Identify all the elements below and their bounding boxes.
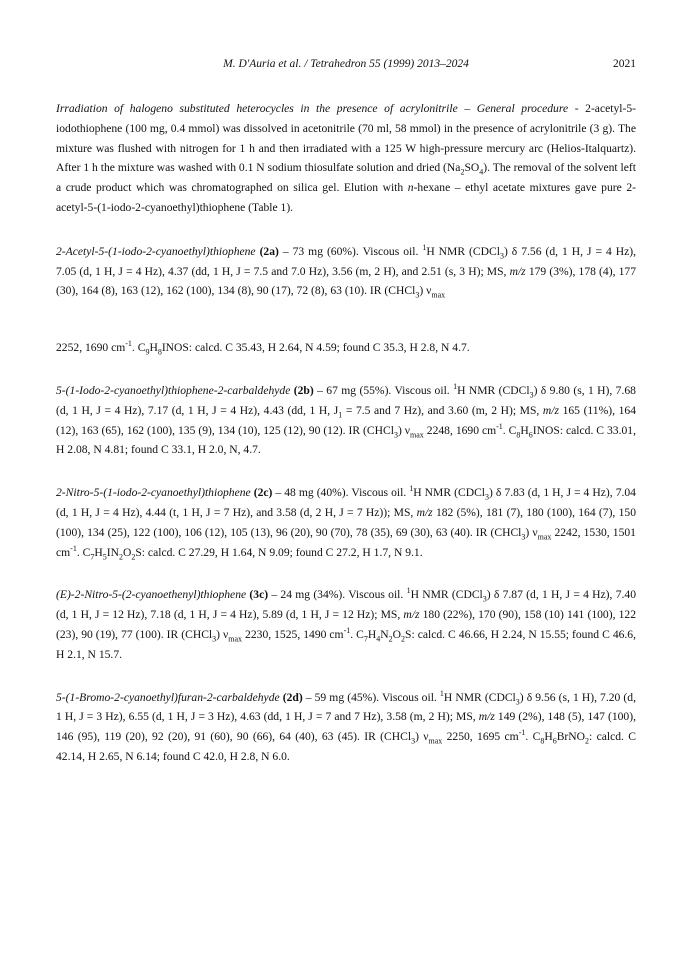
text-run: ) ν — [415, 730, 429, 744]
text-run: H NMR (CDCl — [413, 486, 486, 500]
text-run: . C — [502, 423, 517, 437]
text-run: 7 — [363, 634, 368, 644]
text-run: max — [537, 532, 552, 542]
text-run: -1 — [518, 728, 526, 738]
text-run: max — [228, 634, 243, 644]
text-run: max — [431, 290, 446, 300]
text-run: 5-(1-Iodo-2-cyanoethyl)thiophene-2-carbaldehyde — [56, 383, 291, 397]
text-run: S: calcd. C 46.66, H 2.24, N 15.55; found C 46.6, H 2.1, N 15.7. — [56, 627, 637, 661]
text-run: 1 — [439, 688, 444, 698]
text-run: 2-Nitro-5-(1-iodo-2-cyanoethyl)thiophene — [56, 486, 251, 500]
text-run: 3 — [393, 429, 398, 439]
text-run: SO — [464, 161, 480, 175]
text-run: 3 — [482, 594, 487, 604]
text-run: O — [122, 545, 132, 559]
text-run: H NMR (CDCl — [443, 690, 516, 704]
text-run: 165 (11%), 164 (12), 163 (65), 162 (100), 135 (9), 134 (10), 125 (12), 90 (12). IR (CHCl — [56, 403, 636, 437]
text-run: - 2-acetyl-5-iodothiophene (100 mg, 0.4 mmol) was dissolved in acetonitrile (70 ml, 58 mmol) in the presence of acrylonitrile (3 g). The mixture was flushed with nitrogen for 1 h and then irradiated with a 125 W high-pressure mercury arc (Helios-Italquartz). After 1 h the mixture was washed with 0.1 N sodium thiosulfate solution and dried (Na — [56, 102, 636, 175]
text-run: max — [428, 736, 443, 746]
text-run: max — [410, 429, 424, 439]
text-run: : calcd. C 42.14, H 2.65, N 6.14; found C 42.0, H 2.8, N 6.0. — [56, 730, 636, 763]
text-run: n — [407, 181, 414, 195]
text-run: . C — [525, 730, 541, 744]
paragraph-compound-2a — [56, 242, 636, 301]
paragraph-compound-2c — [56, 483, 636, 562]
text-run: 3 — [411, 736, 416, 746]
text-run: (2b) — [293, 383, 314, 397]
text-run: (E)-2-Nitro-5-(2-cyanoethenyl)thiophene — [56, 588, 247, 602]
text-run: 2252, 1690 cm — [56, 341, 126, 355]
text-run: 3 — [499, 251, 504, 261]
text-run: 2 — [401, 634, 406, 644]
text-run: S: calcd. C 27.29, H 1.64, N 9.09; found C 27.2, H 1.7, N 9.1. — [135, 545, 423, 559]
text-run: 2 — [585, 736, 590, 746]
text-run: 2250, 1695 cm — [442, 730, 519, 744]
text-run: H — [544, 730, 553, 744]
text-run: (2a) — [259, 244, 279, 258]
text-run: -hexane – ethyl acetate mixtures gave pure 2-acetyl-5-(1-iodo-2-cyanoethyl)thiophene (Table 1). — [56, 181, 636, 214]
text-run: 3 — [515, 696, 520, 706]
text-run: H NMR (CDCl — [410, 588, 483, 602]
text-run: 2 — [460, 167, 465, 177]
text-run: ) δ 9.56 (s, 1 H), 7.20 (d, 1 H, J = 3 Hz), 6.55 (d, 1 H, J = 3 Hz), 4.63 (dd, 1 H, J = 7 and 7 Hz), 3.58 (m, 2 H); MS, — [56, 690, 636, 724]
text-run: IN — [106, 545, 119, 559]
text-run: H — [149, 341, 158, 355]
text-run: 2-Acetyl-5-(1-iodo-2-cyanoethyl)thiophene — [56, 244, 256, 258]
text-run: BrNO — [556, 730, 586, 744]
text-run: m/z — [403, 608, 420, 622]
text-run: 1 — [338, 410, 343, 420]
text-run: 6 — [552, 736, 557, 746]
paragraph-compound-2d — [56, 688, 636, 767]
text-run: . C — [131, 341, 146, 355]
paragraph-compound-2a-continued — [56, 338, 636, 358]
text-run: H — [520, 423, 529, 437]
text-run: – 73 mg (60%). Viscous oil. — [278, 244, 423, 258]
text-run: 3 — [415, 290, 420, 300]
text-run: (2d) — [282, 690, 303, 704]
text-run: m/z — [542, 403, 559, 417]
text-run: ) δ 7.56 (d, 1 H, J = 4 Hz), 7.05 (d, 1 H, J = 4 Hz), 4.37 (dd, 1 H, J = 7.5 and 7.0 Hz), 3.56 (m, 2 H), and 2.51 (s, 3 H); MS, — [56, 244, 636, 278]
text-run: – 48 mg (40%). Viscous oil. — [272, 486, 410, 500]
text-run: -1 — [70, 543, 77, 553]
text-run: Irradiation of halogeno substituted heterocycles in the presence of acrylonitrile – General procedure — [56, 102, 569, 115]
text-run: – 67 mg (55%). Viscous oil. — [313, 383, 454, 397]
text-run: 4 — [479, 167, 484, 177]
text-run: m/z — [416, 505, 433, 519]
text-run: INOS: calcd. C 35.43, H 2.64, N 4.59; found C 35.3, H 2.8, N 4.7. — [161, 341, 470, 355]
text-run: 2 — [388, 634, 393, 644]
text-run: 4 — [376, 634, 381, 644]
text-run: . C — [76, 545, 91, 559]
text-run: m/z — [509, 264, 526, 278]
text-run: ) ν — [525, 525, 538, 539]
text-run: m/z — [478, 710, 495, 724]
text-run: 1 — [406, 586, 411, 596]
text-run: 2 — [131, 551, 136, 561]
text-run: = 7.5 and 7 Hz), and 3.60 (m, 2 H); MS, — [342, 403, 543, 417]
text-run: -1 — [343, 626, 351, 636]
text-run: – 24 mg (34%). Viscous oil. — [268, 588, 407, 602]
text-run: 1 — [453, 382, 458, 392]
text-run: ) ν — [216, 627, 229, 641]
text-run: 2248, 1690 cm — [423, 423, 497, 437]
text-run: – 59 mg (45%). Viscous oil. — [302, 690, 440, 704]
page-number: 2021 — [613, 58, 636, 70]
text-run: 3 — [521, 532, 526, 542]
text-run: ) δ 7.83 (d, 1 H, J = 4 Hz), 7.04 (d, 1 H, J = 4 Hz), 4.44 (t, 1 H, J = 7 Hz), and 3.58 (d, 2 H, J = 7 Hz)); MS, — [56, 486, 636, 519]
text-run: (2c) — [253, 486, 273, 500]
paragraph-general-procedure — [56, 99, 636, 218]
text-run: H NMR (CDCl — [457, 383, 530, 397]
text-run: INOS: calcd. C 33.01, H 2.08, N 4.81; found C 33.1, H 2.0, N, 4.7. — [56, 423, 636, 457]
text-run: (3c) — [249, 588, 269, 602]
text-run: 5 — [102, 551, 107, 561]
text-run: 2242, 1530, 1501 cm — [56, 525, 636, 559]
text-run: ) ν — [419, 284, 432, 298]
text-run: 8 — [540, 736, 545, 746]
text-run: 2 — [118, 551, 123, 561]
page-header — [56, 58, 636, 74]
text-run: 3 — [485, 492, 490, 502]
text-run: 2230, 1525, 1490 cm — [242, 627, 344, 641]
paragraph-compound-2b — [56, 381, 636, 460]
text-run: H — [367, 627, 377, 641]
text-run: 179 (3%), 178 (4), 177 (30), 164 (8), 163 (12), 162 (100), 134 (8), 90 (17), 72 (8), 63 (10). IR (CHCl — [56, 264, 636, 298]
text-run: ) ν — [397, 423, 411, 437]
text-run: 180 (22%), 170 (90), 158 (10) 141 (100), 122 (23), 90 (19), 77 (100). IR (CHCl — [56, 608, 636, 641]
text-run: 182 (5%), 181 (7), 180 (100), 164 (7), 150 (100), 134 (25), 122 (100), 106 (12), 105 (13), 96 (20), 90 (70), 78 (35), 69 (30), 63 (40). IR (CHCl — [56, 505, 636, 539]
text-run: 1 — [409, 484, 414, 494]
text-run: ). The removal of the solvent left a crude product which was chromatographed on silica gel. Elution with — [56, 161, 637, 195]
running-head: M. D'Auria et al. / Tetrahedron 55 (1999) 2013–2024 — [223, 58, 469, 70]
text-run: 9 — [145, 347, 150, 357]
text-run: 8 — [516, 429, 521, 439]
paragraph-compound-3c — [56, 585, 636, 664]
text-run: 8 — [157, 347, 162, 357]
text-run: H NMR (CDCl — [426, 244, 500, 258]
text-run: 1 — [422, 242, 427, 252]
text-run: -1 — [496, 421, 503, 431]
text-run: 5-(1-Bromo-2-cyanoethyl)furan-2-carbaldehyde — [56, 690, 280, 704]
experimental-section — [56, 99, 636, 790]
text-run: 3 — [212, 634, 217, 644]
text-run: N — [380, 627, 389, 641]
text-run: -1 — [125, 339, 132, 349]
text-run: 3 — [529, 390, 534, 400]
text-run: 7 — [90, 551, 95, 561]
text-run: ) δ 9.80 (s, 1 H), 7.68 (d, 1 H, J = 4 Hz), 7.17 (d, 1 H, J = 4 Hz), 4.43 (dd, 1 H, J — [56, 383, 636, 417]
text-run: 149 (2%), 148 (5), 147 (100), 146 (95), 119 (20), 92 (20), 91 (60), 90 (66), 64 (40), 63 (45). IR (CHCl — [56, 710, 636, 744]
text-run: O — [392, 627, 402, 641]
text-run: H — [94, 545, 103, 559]
text-run: ) δ 7.87 (d, 1 H, J = 4 Hz), 7.40 (d, 1 H, J = 12 Hz), 7.18 (d, 1 H, J = 4 Hz), 5.89 (d, 1 H, J = 12 Hz); MS, — [56, 588, 636, 622]
text-run: 6 — [528, 429, 533, 439]
text-run: . C — [350, 627, 364, 641]
